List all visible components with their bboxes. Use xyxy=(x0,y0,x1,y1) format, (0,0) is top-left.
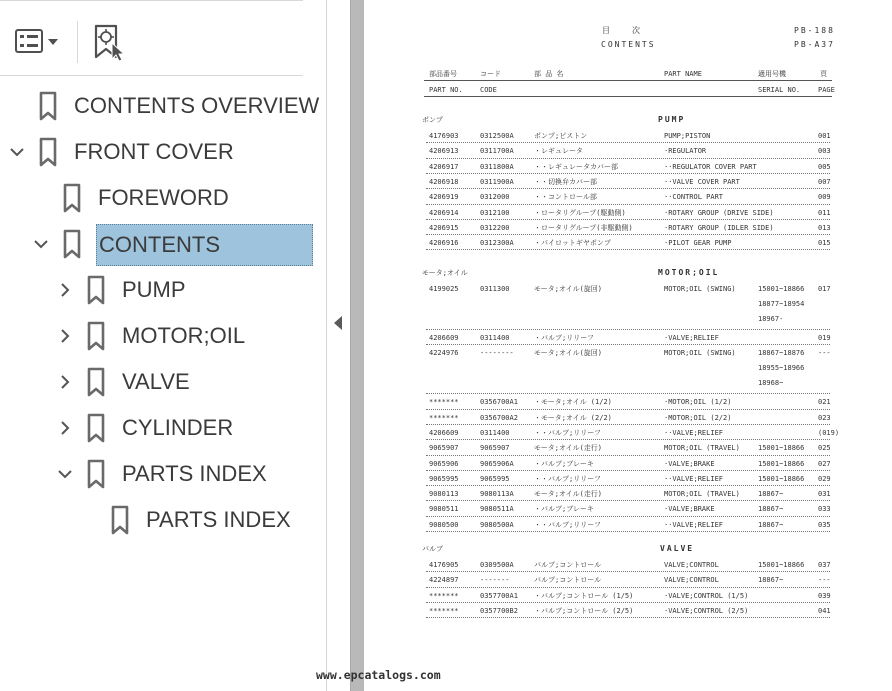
section-title-jp: バルブ xyxy=(422,545,443,553)
row-separator xyxy=(426,516,830,517)
bookmark-item[interactable] xyxy=(0,362,320,402)
part-code: 0311400 xyxy=(480,428,510,437)
page-ref: (019) xyxy=(818,428,840,437)
row-separator xyxy=(426,219,830,220)
part-code: 0356700A1 xyxy=(480,398,518,407)
serial-range: 18867~ xyxy=(758,520,784,529)
part-code: 0311800A xyxy=(480,162,514,171)
serial-range: 18968~ xyxy=(758,379,784,388)
row-separator xyxy=(426,455,830,456)
part-name-en: ··VALVE COVER PART xyxy=(664,177,740,186)
part-code: 0357700B2 xyxy=(480,606,518,615)
part-name-jp: モータ;オイル(旋回) xyxy=(534,349,603,358)
document-page xyxy=(364,0,892,691)
part-code: 0357700A1 xyxy=(480,591,518,600)
part-name-jp: ・モータ;オイル (2/2) xyxy=(534,413,612,422)
page-ref: 039 xyxy=(818,591,831,600)
page-ref: 019 xyxy=(818,334,831,342)
triangle-left-icon xyxy=(331,313,345,333)
row-separator xyxy=(426,234,830,235)
page-ref: --- xyxy=(818,349,831,358)
row-separator xyxy=(426,439,830,440)
part-number: 4176903 xyxy=(429,132,459,140)
find-current-bookmark-icon xyxy=(90,23,128,63)
page-ref: 011 xyxy=(818,208,831,217)
part-code: 0311900A xyxy=(480,177,514,186)
page-ref: 031 xyxy=(818,490,831,499)
serial-range: 15001~18866 xyxy=(758,474,805,483)
part-name-jp: ・ロータリグループ(駆動側) xyxy=(534,208,626,217)
part-code: 0312300A xyxy=(480,239,514,248)
column-header: 適用号機 xyxy=(758,70,786,78)
page-ref: 013 xyxy=(818,223,831,232)
part-name-en: ·REGULATOR xyxy=(664,147,707,156)
page-ref: 029 xyxy=(818,474,831,483)
header-rule xyxy=(424,96,832,97)
column-header: CODE xyxy=(480,86,497,94)
part-code: 0312500A xyxy=(480,132,514,140)
page-ref: 041 xyxy=(818,606,831,615)
page-ref: 033 xyxy=(818,505,831,514)
column-header: PART NO. xyxy=(429,86,463,94)
part-number: 4206915 xyxy=(429,223,459,232)
chevron-right-icon[interactable] xyxy=(56,419,74,437)
toolbar-separator xyxy=(77,21,78,63)
column-header: 部 品 名 xyxy=(534,70,564,78)
page-ref: 027 xyxy=(818,459,831,468)
part-number: ******* xyxy=(429,591,459,600)
part-name-en: MOTOR;OIL (SWING) xyxy=(664,349,736,358)
serial-range: 18867~18876 xyxy=(758,349,805,358)
row-separator xyxy=(426,173,830,174)
bookmarks-panel xyxy=(0,0,327,691)
bookmark-item[interactable] xyxy=(0,86,320,126)
part-code: 9065995 xyxy=(480,474,510,483)
bookmark-item[interactable] xyxy=(0,316,320,356)
page-ref: 023 xyxy=(818,413,831,422)
part-name-jp: モータ;オイル(走行) xyxy=(534,444,603,453)
chevron-right-icon[interactable] xyxy=(56,327,74,345)
part-name-en: ·MOTOR;OIL (2/2) xyxy=(664,413,732,422)
part-number: 4206917 xyxy=(429,162,459,171)
page-ref: 025 xyxy=(818,444,831,453)
page-ref: 003 xyxy=(818,147,831,156)
row-separator xyxy=(426,485,830,486)
part-number: 4206916 xyxy=(429,239,459,248)
part-name-en: ·ROTARY GROUP (DRIVE SIDE) xyxy=(664,208,774,217)
part-name-en: ·ROTARY GROUP (IDLER SIDE) xyxy=(664,223,774,232)
page-ref: 001 xyxy=(818,132,831,140)
serial-range: 18877~18954 xyxy=(758,300,805,308)
serial-range: 18867~ xyxy=(758,576,784,585)
row-separator xyxy=(426,409,830,410)
column-header: PAGE xyxy=(818,86,835,94)
page-ref: 021 xyxy=(818,398,831,407)
part-name-en: ·VALVE;CONTROL (2/5) xyxy=(664,606,749,615)
part-name-jp: ・ロータリグループ(非駆動側) xyxy=(534,223,633,232)
part-code: 9065907 xyxy=(480,444,510,453)
column-header: 部品番号 xyxy=(429,70,457,78)
part-code: ------- xyxy=(480,576,510,585)
row-separator xyxy=(426,329,830,330)
chevron-right-icon[interactable] xyxy=(56,281,74,299)
bookmark-icon xyxy=(38,137,58,167)
section-title-en: MOTOR;OIL xyxy=(658,268,720,277)
row-separator xyxy=(426,602,830,603)
bookmarks-toolbar xyxy=(0,0,303,76)
page-ref: 037 xyxy=(818,561,831,569)
bookmark-label: CONTENTS OVERVIEW xyxy=(74,93,320,118)
part-number: 9065906 xyxy=(429,459,459,468)
part-name-jp: ・バルブ;コントロール (1/5) xyxy=(534,591,634,600)
part-code: -------- xyxy=(480,349,514,358)
bookmark-label: FRONT COVER xyxy=(74,139,234,164)
serial-range: 18967- xyxy=(758,315,784,323)
find-current-bookmark-button[interactable] xyxy=(90,23,128,63)
part-number: 9065907 xyxy=(429,444,459,453)
bookmark-label: VALVE xyxy=(122,369,190,394)
part-name-jp: ・バルブ;コントロール (2/5) xyxy=(534,606,634,615)
bookmark-item[interactable] xyxy=(0,270,320,310)
page-ref: 017 xyxy=(818,285,831,293)
part-number: ******* xyxy=(429,398,459,407)
bookmark-item[interactable] xyxy=(0,132,320,172)
serial-range: 18867~ xyxy=(758,505,784,514)
part-name-jp: ・・レギュレータカバー部 xyxy=(534,162,618,171)
part-name-jp: ・バルブ;ブレーキ xyxy=(534,459,594,468)
part-code: 0309500A xyxy=(480,561,514,569)
list-options-icon xyxy=(10,25,66,59)
part-name-en: MOTOR;OIL (SWING) xyxy=(664,285,736,293)
bookmark-label: MOTOR;OIL xyxy=(122,323,246,348)
bookmark-label: PARTS INDEX xyxy=(122,461,267,486)
part-name-jp: モータ;オイル(旋回) xyxy=(534,285,603,293)
part-number: 9065995 xyxy=(429,474,459,483)
bookmark-icon xyxy=(86,275,106,305)
part-number: ******* xyxy=(429,606,459,615)
row-separator xyxy=(426,531,830,532)
part-name-en: ·VALVE;RELIEF xyxy=(664,334,719,342)
part-name-jp: ポンプ;ピストン xyxy=(534,132,588,140)
part-name-jp: ・パイロットギヤポンプ xyxy=(534,239,611,248)
row-separator xyxy=(426,188,830,189)
part-code: 0356700A2 xyxy=(480,413,518,422)
watermark-text: www.epcatalogs.com xyxy=(316,668,441,682)
serial-range: 15001~18866 xyxy=(758,444,805,453)
part-code: 0311400 xyxy=(480,334,510,342)
part-name-jp: ・バルブ;リリーフ xyxy=(534,334,594,342)
part-name-jp: バルブ;コントロール xyxy=(534,576,602,585)
part-number: 4176905 xyxy=(429,561,459,569)
bookmark-icon xyxy=(86,367,106,397)
part-name-jp: ・・コントロール部 xyxy=(534,193,597,202)
part-number: 4206918 xyxy=(429,177,459,186)
row-separator xyxy=(426,204,830,205)
chevron-down-icon[interactable] xyxy=(32,235,50,253)
part-code: 0311700A xyxy=(480,147,514,156)
bookmark-item[interactable] xyxy=(0,224,320,264)
row-separator xyxy=(426,617,830,618)
page-ref: 005 xyxy=(818,162,831,171)
bookmark-icon xyxy=(86,459,106,489)
part-number: 9080500 xyxy=(429,520,459,529)
section-title-en: VALVE xyxy=(660,544,695,553)
serial-range: 18867~ xyxy=(758,490,784,499)
row-separator xyxy=(426,587,830,588)
serial-range: 15001~18866 xyxy=(758,459,805,468)
part-name-en: ··VALVE;RELIEF xyxy=(664,520,724,529)
part-name-jp: ・モータ;オイル (1/2) xyxy=(534,398,612,407)
part-name-en: ·VALVE;BRAKE xyxy=(664,505,715,514)
part-number: 4206913 xyxy=(429,147,459,156)
part-name-en: ··VALVE;RELIEF xyxy=(664,474,724,483)
part-name-jp: ・レギュレータ xyxy=(534,147,583,156)
bookmark-icon xyxy=(110,505,130,535)
part-number: 4224976 xyxy=(429,349,459,358)
part-name-en: ·VALVE;CONTROL (1/5) xyxy=(664,591,749,600)
part-name-en: ··VALVE;RELIEF xyxy=(664,428,724,437)
column-header: SERIAL NO. xyxy=(758,86,801,94)
part-number: 4199025 xyxy=(429,285,459,293)
part-code: 0312100 xyxy=(480,208,510,217)
row-separator xyxy=(426,470,830,471)
chevron-down-icon[interactable] xyxy=(56,465,74,483)
part-number: ******* xyxy=(429,413,459,422)
serial-range: 15001~18866 xyxy=(758,285,805,293)
part-name-en: MOTOR;OIL (TRAVEL) xyxy=(664,444,740,453)
part-number: 4206609 xyxy=(429,428,459,437)
row-separator xyxy=(426,142,830,143)
section-title-jp: ポンプ xyxy=(422,116,443,124)
bookmark-item[interactable] xyxy=(0,454,320,494)
collapse-panel-button[interactable] xyxy=(331,313,345,333)
chevron-right-icon[interactable] xyxy=(56,373,74,391)
part-number: 9080113 xyxy=(429,490,459,499)
part-number: 4224897 xyxy=(429,576,459,585)
bookmark-label: CONTENTS xyxy=(96,224,313,266)
row-separator xyxy=(426,424,830,425)
column-header: 頁 xyxy=(820,70,827,78)
part-name-en: PUMP;PISTON xyxy=(664,132,711,140)
part-code: 9080511A xyxy=(480,505,514,514)
part-name-en: ·VALVE;BRAKE xyxy=(664,459,715,468)
panel-splitter[interactable] xyxy=(350,0,364,691)
row-separator xyxy=(426,249,830,250)
chevron-down-icon[interactable] xyxy=(8,143,26,161)
serial-range: 18955~18966 xyxy=(758,364,805,373)
header-rule xyxy=(424,80,832,81)
part-number: 4206914 xyxy=(429,208,459,217)
bookmark-icon xyxy=(38,91,58,121)
part-name-jp: バルブ;コントロール xyxy=(534,561,602,569)
row-separator xyxy=(426,393,830,394)
column-header: PART NAME xyxy=(664,70,702,78)
bookmark-label: PUMP xyxy=(122,277,186,302)
part-name-en: VALVE;CONTROL xyxy=(664,561,719,569)
bookmark-label: FOREWORD xyxy=(98,185,229,210)
part-number: 4206919 xyxy=(429,193,459,202)
row-separator xyxy=(426,158,830,159)
doc-code-1: PB-188 xyxy=(794,26,835,35)
part-code: 0311300 xyxy=(480,285,510,293)
bookmark-icon xyxy=(86,413,106,443)
part-name-jp: モータ;オイル(走行) xyxy=(534,490,603,499)
part-name-jp: ・・バルブ;リリーフ xyxy=(534,520,601,529)
bookmark-label: PARTS INDEX xyxy=(146,507,291,532)
column-header: コード xyxy=(480,70,501,78)
bookmark-item[interactable] xyxy=(0,408,320,448)
title-en: CONTENTS xyxy=(601,40,656,49)
row-separator xyxy=(426,571,830,572)
options-menu-button[interactable] xyxy=(10,25,66,59)
bookmark-icon xyxy=(62,229,82,259)
part-name-jp: ・・バルブ;リリーフ xyxy=(534,428,601,437)
section-title-jp: モータ;オイル xyxy=(422,269,468,277)
row-separator xyxy=(426,500,830,501)
bookmark-label: CYLINDER xyxy=(122,415,234,440)
part-code: 0312200 xyxy=(480,223,510,232)
part-number: 9080511 xyxy=(429,505,459,514)
part-name-en: ·MOTOR;OIL (1/2) xyxy=(664,398,732,407)
bookmark-icon xyxy=(62,183,82,213)
part-code: 9080500A xyxy=(480,520,514,529)
part-number: 4206609 xyxy=(429,334,459,342)
bookmark-icon xyxy=(86,321,106,351)
section-title-en: PUMP xyxy=(658,115,686,124)
page-ref: --- xyxy=(818,576,831,585)
part-code: 9080113A xyxy=(480,490,514,499)
part-code: 9065906A xyxy=(480,459,514,468)
part-name-jp: ・・バルブ;リリーフ xyxy=(534,474,601,483)
bookmark-item[interactable] xyxy=(0,500,320,540)
part-name-en: VALVE;CONTROL xyxy=(664,576,719,585)
part-name-jp: ・バルブ;ブレーキ xyxy=(534,505,594,514)
bookmark-item[interactable] xyxy=(0,178,320,218)
title-jp: 目 次 xyxy=(602,26,642,35)
page-ref: 007 xyxy=(818,177,831,186)
part-name-jp: ・・切換弁カバー部 xyxy=(534,177,597,186)
part-code: 0312000 xyxy=(480,193,510,202)
serial-range: 15001~18866 xyxy=(758,561,805,569)
row-separator xyxy=(426,344,830,345)
doc-code-2: PB-A37 xyxy=(794,40,835,49)
part-name-en: ··REGULATOR COVER PART xyxy=(664,162,757,171)
part-name-en: ·PILOT GEAR PUMP xyxy=(664,239,732,248)
part-name-en: ··CONTROL PART xyxy=(664,193,724,202)
page-ref: 035 xyxy=(818,520,831,529)
page-ref: 015 xyxy=(818,239,831,248)
page-ref: 009 xyxy=(818,193,831,202)
part-name-en: MOTOR;OIL (TRAVEL) xyxy=(664,490,740,499)
